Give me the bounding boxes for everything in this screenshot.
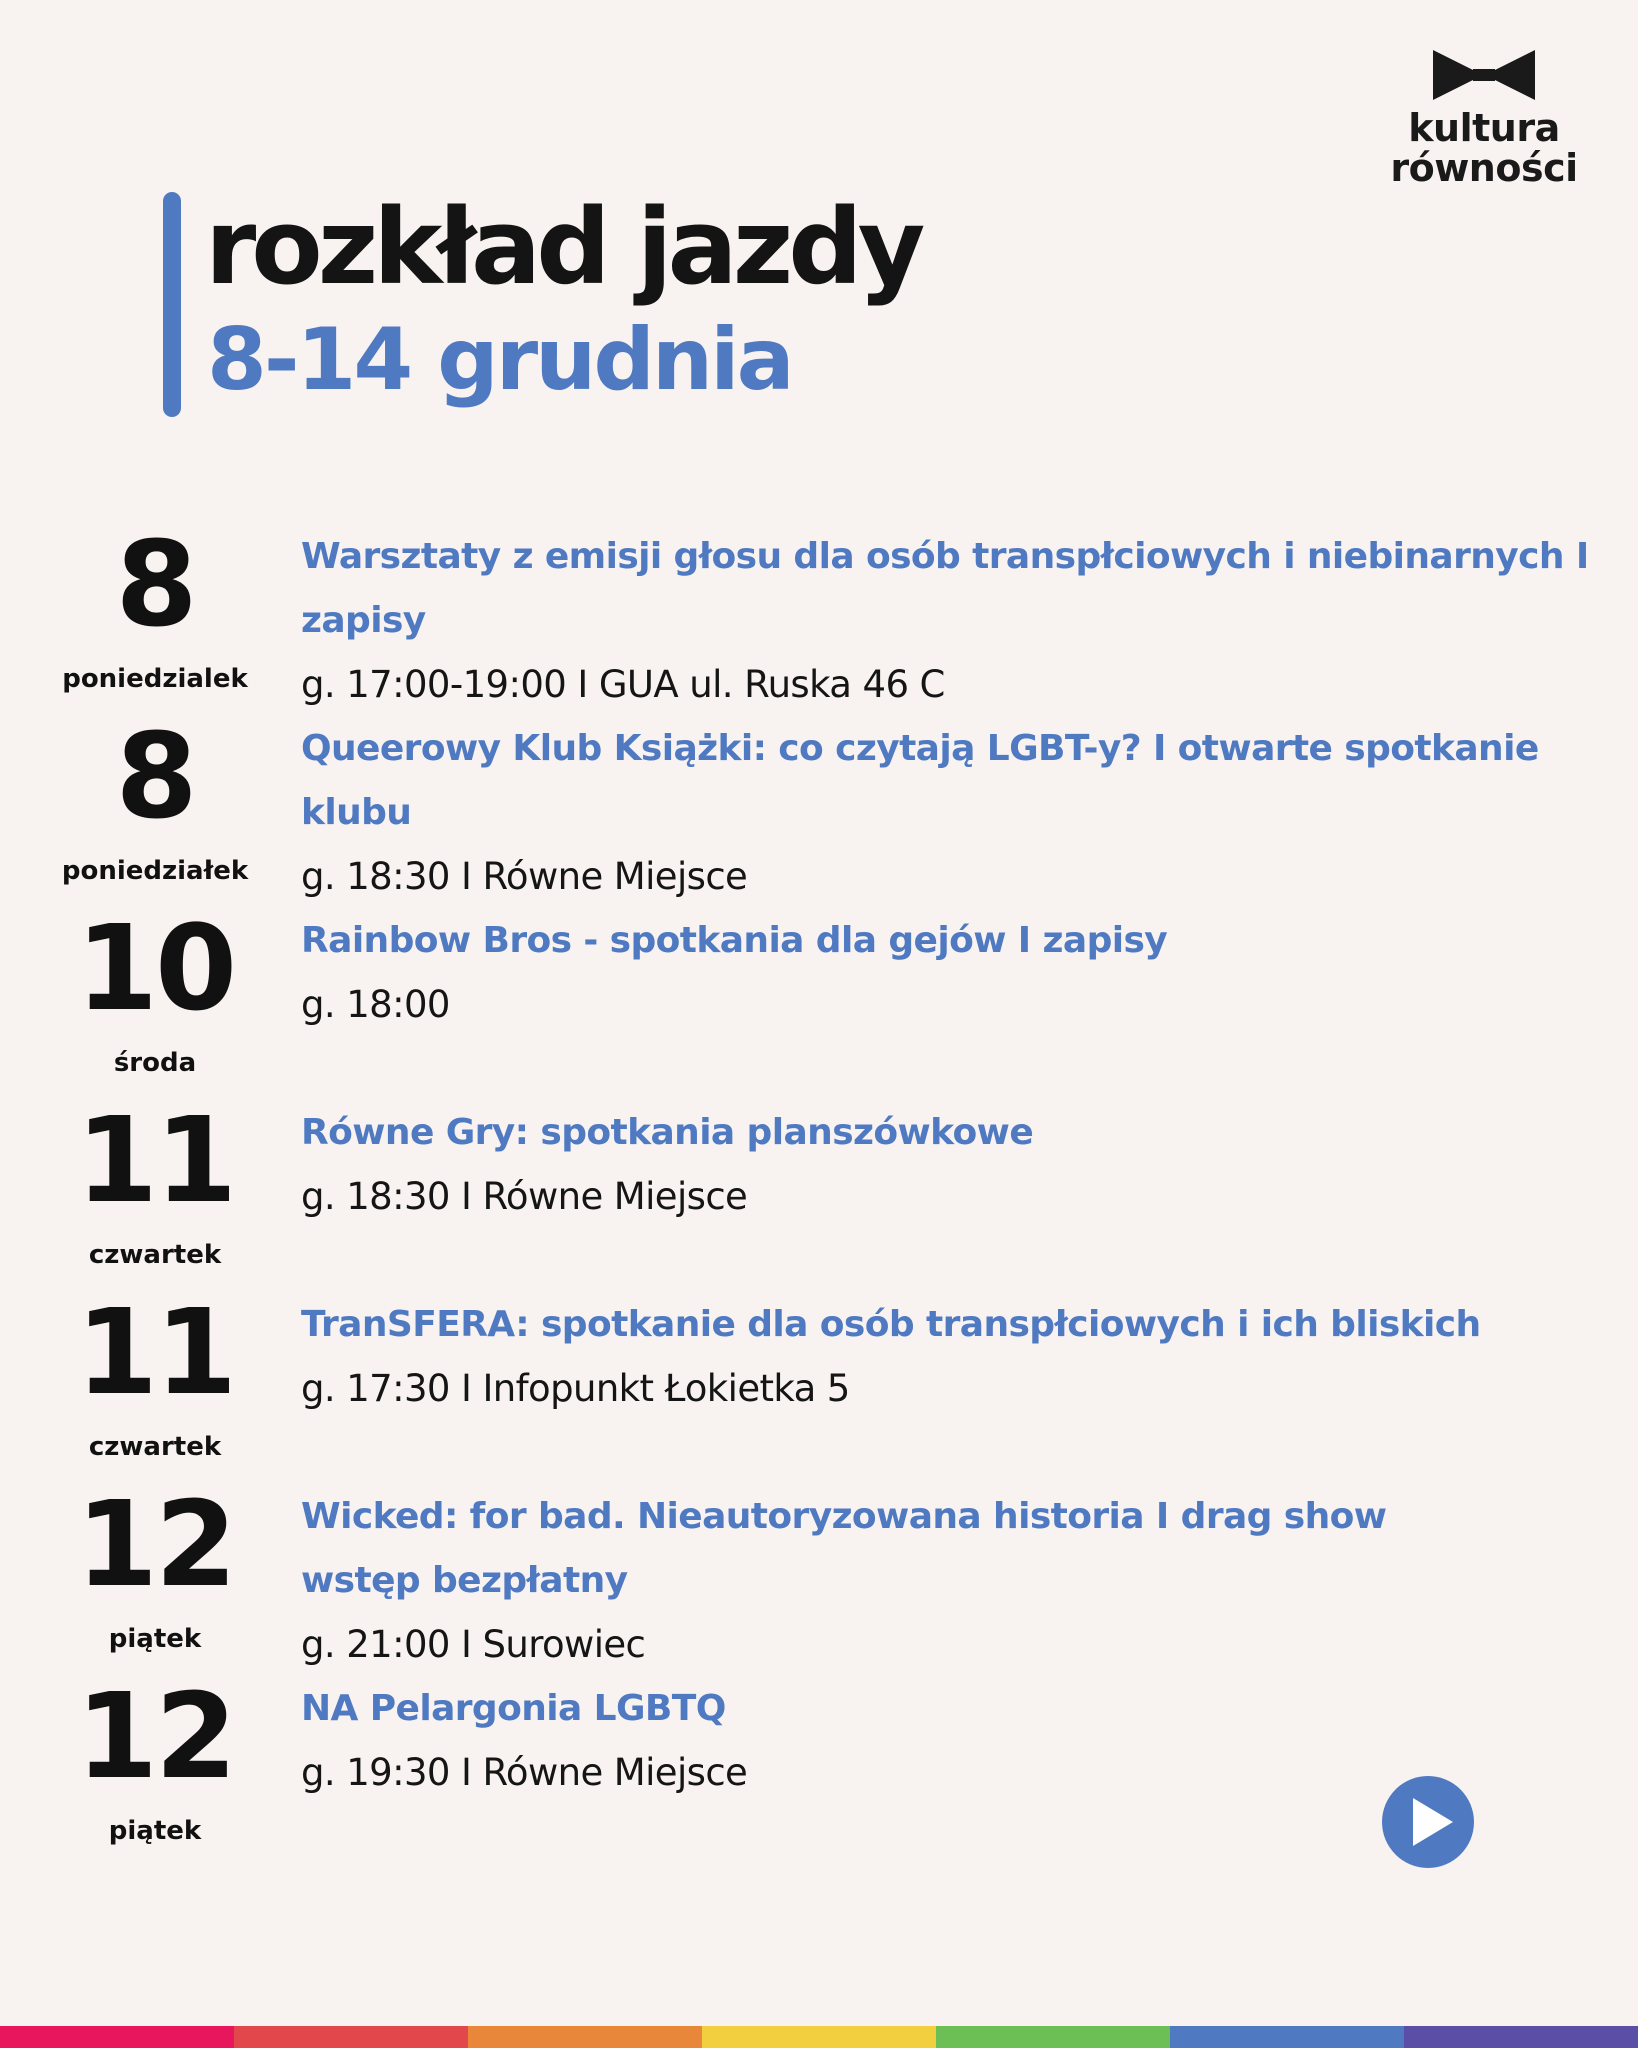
event-meta: g. 18:00: [301, 983, 450, 1026]
next-button[interactable]: [1382, 1776, 1474, 1868]
event-info: [301, 1293, 1591, 1421]
page-title: rozkład jazdy: [205, 186, 921, 308]
rainbow-segment: [702, 2026, 936, 2048]
rainbow-segment: [0, 2026, 234, 2048]
event-weekday: czwartek: [88, 1432, 222, 1462]
event-day-number: 8: [115, 707, 195, 845]
event-weekday: poniedzialek: [62, 664, 248, 694]
event-day-number: 10: [75, 899, 235, 1037]
rainbow-strip: [0, 2026, 1638, 2048]
event-day-number: 12: [75, 1667, 235, 1805]
event-meta: g. 19:30 I Równe Miejsce: [301, 1751, 748, 1794]
event-title[interactable]: Queerowy Klub Książki: co czytają LGBT-y? I otwarte spotkanie klubu: [301, 728, 1539, 833]
event-day-number: 12: [75, 1475, 235, 1613]
event-info: [301, 1101, 1591, 1229]
event-weekday: środa: [113, 1048, 197, 1078]
event-weekday: czwartek: [88, 1240, 222, 1270]
event-title[interactable]: Równe Gry: spotkania planszówkowe: [301, 1112, 1034, 1153]
event-title[interactable]: Rainbow Bros - spotkania dla gejów I zapisy: [301, 920, 1168, 961]
event-weekday: piątek: [108, 1816, 202, 1846]
rainbow-segment: [234, 2026, 468, 2048]
event-date: [40, 1283, 270, 1463]
page-subtitle: 8-14 grudnia: [207, 310, 792, 410]
heading-accent-bar: [163, 192, 181, 417]
event-date: [40, 1475, 270, 1655]
event-weekday: piątek: [108, 1624, 202, 1654]
event-date: [40, 707, 270, 887]
rainbow-segment: [1170, 2026, 1404, 2048]
logo-text-line1: kultura: [1408, 106, 1560, 150]
event-weekday: poniedziałek: [61, 856, 249, 886]
event-info: [301, 1485, 1591, 1677]
event-day-number: 11: [75, 1091, 235, 1229]
event-info: [301, 717, 1591, 909]
rainbow-segment: [1404, 2026, 1638, 2048]
event-meta: g. 17:00-19:00 I GUA ul. Ruska 46 C: [301, 663, 945, 706]
event-meta: g. 17:30 I Infopunkt Łokietka 5: [301, 1367, 850, 1410]
event-title[interactable]: Warsztaty z emisji głosu dla osób transpłciowych i niebinarnych I zapisy: [301, 536, 1589, 641]
event-meta: g. 21:00 I Surowiec: [301, 1623, 646, 1666]
event-date: [40, 899, 270, 1079]
logo: [1384, 50, 1584, 188]
event-date: [40, 1091, 270, 1271]
event-day-number: 11: [75, 1283, 235, 1421]
event-title[interactable]: Wicked: for bad. Nieautoryzowana historia I drag show wstęp bezpłatny: [301, 1496, 1387, 1601]
event-meta: g. 18:30 I Równe Miejsce: [301, 855, 748, 898]
event-date: [40, 515, 270, 695]
rainbow-segment: [936, 2026, 1170, 2048]
event-meta: g. 18:30 I Równe Miejsce: [301, 1175, 748, 1218]
bowtie-icon: [1433, 50, 1535, 100]
event-info: [301, 909, 1591, 1037]
event-info: [301, 525, 1591, 717]
event-day-number: 8: [115, 515, 195, 653]
rainbow-segment: [468, 2026, 702, 2048]
event-date: [40, 1667, 270, 1847]
event-title[interactable]: TranSFERA: spotkanie dla osób transpłciowych i ich bliskich: [301, 1304, 1481, 1345]
play-icon: [1413, 1798, 1453, 1846]
logo-text-line2: równości: [1390, 146, 1578, 190]
event-title[interactable]: NA Pelargonia LGBTQ: [301, 1688, 726, 1729]
